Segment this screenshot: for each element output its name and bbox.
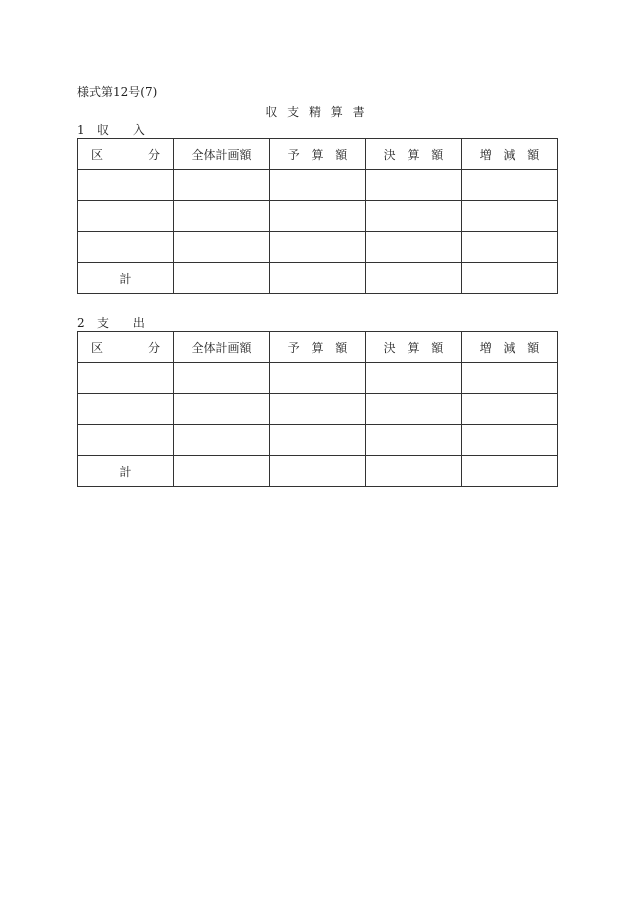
header-kubun-right: 分	[147, 340, 160, 355]
table-header-row	[78, 139, 558, 170]
table-cell[interactable]	[366, 170, 462, 201]
table-cell[interactable]	[462, 232, 558, 263]
section-number: 2	[77, 316, 85, 330]
header-settlement: 決 算 額	[366, 332, 462, 363]
table-cell[interactable]	[366, 456, 462, 487]
header-change: 増 減 額	[462, 139, 558, 170]
table-cell[interactable]	[270, 263, 366, 294]
table-cell[interactable]	[174, 170, 270, 201]
header-settlement: 決 算 額	[366, 139, 462, 170]
table-cell[interactable]	[174, 201, 270, 232]
table-cell[interactable]	[174, 363, 270, 394]
table-cell[interactable]	[174, 232, 270, 263]
header-kubun	[78, 139, 174, 170]
table-total-row	[78, 263, 558, 294]
section-number: 1	[77, 123, 85, 137]
table-row	[78, 425, 558, 456]
section-title: 収 入	[97, 123, 145, 137]
table-cell[interactable]	[270, 363, 366, 394]
table-cell[interactable]	[462, 263, 558, 294]
table-cell[interactable]	[366, 263, 462, 294]
table-cell[interactable]	[174, 394, 270, 425]
table-cell[interactable]	[366, 232, 462, 263]
table-cell[interactable]	[462, 394, 558, 425]
header-budget: 予 算 額	[270, 332, 366, 363]
document-title: 収 支 精 算 書	[265, 105, 365, 119]
total-label: 計	[78, 456, 174, 487]
table-cell[interactable]	[78, 170, 174, 201]
table-cell[interactable]	[270, 232, 366, 263]
table-cell[interactable]	[78, 394, 174, 425]
total-label: 計	[78, 263, 174, 294]
table-cell[interactable]	[270, 170, 366, 201]
table-cell[interactable]	[270, 425, 366, 456]
table-total-row	[78, 456, 558, 487]
table-cell[interactable]	[270, 201, 366, 232]
income-table	[77, 138, 558, 294]
table-cell[interactable]	[462, 363, 558, 394]
table-cell[interactable]	[174, 263, 270, 294]
header-kubun-left: 区	[91, 147, 104, 162]
header-change: 増 減 額	[462, 332, 558, 363]
table-cell[interactable]	[462, 201, 558, 232]
table-row	[78, 394, 558, 425]
table-row	[78, 201, 558, 232]
table-row	[78, 363, 558, 394]
table-cell[interactable]	[78, 232, 174, 263]
table-cell[interactable]	[462, 456, 558, 487]
header-full-plan: 全体計画額	[174, 332, 270, 363]
table-row	[78, 170, 558, 201]
header-budget: 予 算 額	[270, 139, 366, 170]
form-number: 様式第12号(7)	[77, 85, 158, 99]
table-cell[interactable]	[78, 425, 174, 456]
table-row	[78, 232, 558, 263]
table-cell[interactable]	[366, 363, 462, 394]
table-cell[interactable]	[174, 425, 270, 456]
table-cell[interactable]	[270, 456, 366, 487]
table-cell[interactable]	[462, 170, 558, 201]
header-kubun-left: 区	[91, 340, 104, 355]
header-kubun-right: 分	[147, 147, 160, 162]
table-cell[interactable]	[78, 201, 174, 232]
table-cell[interactable]	[270, 394, 366, 425]
table-cell[interactable]	[366, 425, 462, 456]
expenditure-table	[77, 331, 558, 487]
header-full-plan: 全体計画額	[174, 139, 270, 170]
table-cell[interactable]	[462, 425, 558, 456]
table-cell[interactable]	[366, 394, 462, 425]
table-cell[interactable]	[78, 363, 174, 394]
section-income-label	[77, 122, 145, 138]
section-title: 支 出	[97, 316, 145, 330]
table-header-row	[78, 332, 558, 363]
table-cell[interactable]	[174, 456, 270, 487]
section-expenditure-label	[77, 315, 145, 331]
table-cell[interactable]	[366, 201, 462, 232]
header-kubun	[78, 332, 174, 363]
